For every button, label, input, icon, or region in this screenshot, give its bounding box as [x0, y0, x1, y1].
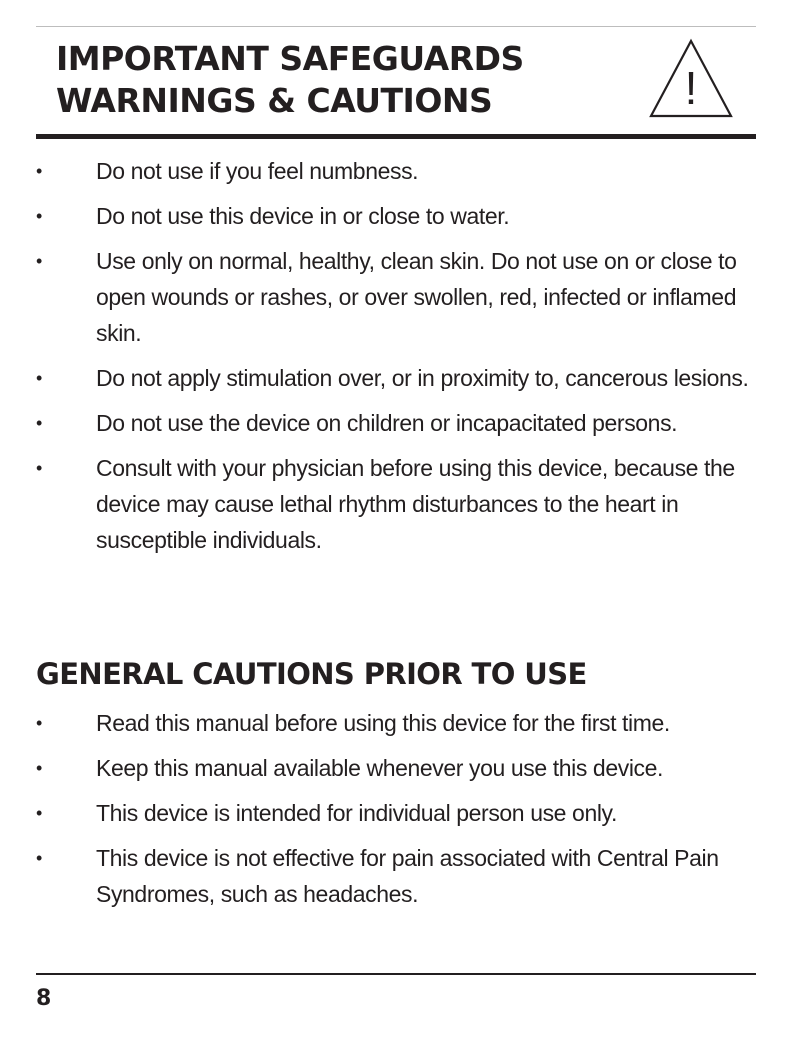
list-item	[0, 450, 756, 558]
list-item-text: Keep this manual available whenever you use this device.	[96, 755, 664, 781]
list-item	[0, 153, 756, 189]
list-item-text: Use only on normal, healthy, clean skin. Do not use on or close to open wounds or rashes, or over swollen, red, infected or inflamed skin.	[96, 248, 737, 346]
bullet: •	[36, 458, 42, 478]
list-item-text: Do not use if you feel numbness.	[96, 158, 419, 184]
warning-triangle-icon	[648, 38, 734, 120]
list-item-text: Consult with your physician before using this device, because the device may cause lethal rhythm disturbances to the heart in susceptible individuals.	[96, 455, 735, 553]
page-title	[56, 38, 656, 122]
bullet: •	[36, 206, 42, 226]
list-item-text: Do not use this device in or close to water.	[96, 203, 510, 229]
list-item-text: This device is not effective for pain associated with Central Pain Syndromes, such as headaches.	[96, 845, 719, 907]
page-title-line-2: WARNINGS & CAUTIONS	[56, 81, 493, 120]
list-item	[0, 840, 756, 912]
bullet: •	[36, 758, 42, 778]
list-item-text: Read this manual before using this device for the first time.	[96, 710, 670, 736]
list-item-text: This device is intended for individual person use only.	[96, 800, 617, 826]
bullet: •	[36, 803, 42, 823]
warnings-list	[0, 153, 756, 567]
list-item	[0, 705, 756, 741]
footer-divider	[36, 973, 756, 975]
bullet: •	[36, 413, 42, 433]
list-item-text: Do not use the device on children or incapacitated persons.	[96, 410, 678, 436]
list-item	[0, 198, 756, 234]
bullet: •	[36, 368, 42, 388]
bullet: •	[36, 251, 42, 271]
page-title-line-1: IMPORTANT SAFEGUARDS	[56, 39, 524, 78]
warning-exclamation-glyph: !	[684, 62, 698, 114]
general-cautions-list	[0, 705, 756, 921]
list-item-text: Do not apply stimulation over, or in proximity to, cancerous lesions.	[96, 365, 749, 391]
list-item	[0, 360, 756, 396]
top-divider	[36, 26, 756, 27]
list-item	[0, 795, 756, 831]
bullet: •	[36, 713, 42, 733]
bullet: •	[36, 161, 42, 181]
general-cautions-heading: GENERAL CAUTIONS PRIOR TO USE	[36, 657, 587, 691]
list-item	[0, 405, 756, 441]
page-number: 8	[36, 986, 52, 1011]
list-item	[0, 750, 756, 786]
list-item	[0, 243, 756, 351]
heading-divider	[36, 134, 756, 139]
bullet: •	[36, 848, 42, 868]
